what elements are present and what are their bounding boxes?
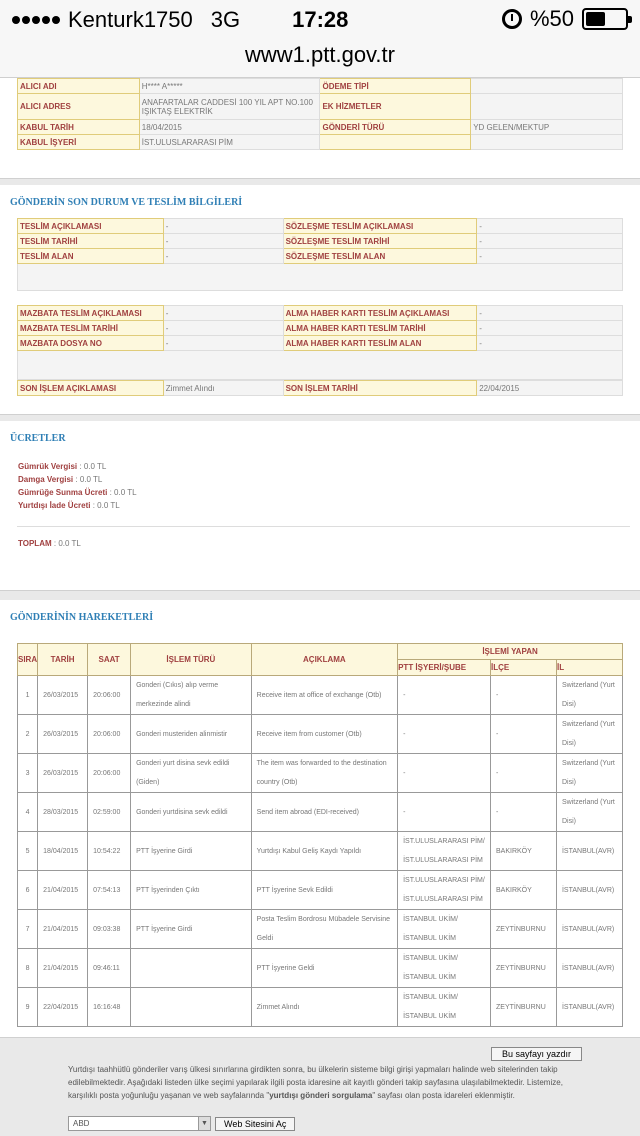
row-description: The item was forwarded to the destination country (Otb) [251, 754, 397, 793]
info-row [18, 234, 623, 249]
row-number: 1 [18, 676, 38, 715]
field-label [320, 135, 471, 150]
fee-value: : 0.0 TL [75, 475, 103, 484]
row-number: 4 [18, 793, 38, 832]
row-date: 21/04/2015 [38, 910, 88, 949]
row-city: Switzerland (Yurt Disi) [556, 715, 622, 754]
row-time: 16:16:48 [88, 988, 131, 1027]
info-row [18, 249, 623, 264]
footer [0, 1038, 640, 1136]
field-label: MAZBATA TESLİM AÇIKLAMASI [18, 306, 164, 321]
field-value [471, 94, 623, 120]
battery-icon [582, 8, 628, 30]
field-label: MAZBATA DOSYA NO [18, 336, 164, 351]
table-row [18, 754, 623, 793]
row-city: İSTANBUL(AVR) [556, 988, 622, 1027]
row-office: İSTANBUL UKİM/ İSTANBUL UKİM [398, 949, 491, 988]
table-row [18, 676, 623, 715]
row-district: - [491, 715, 557, 754]
table-row [18, 871, 623, 910]
row-office: İSTANBUL UKİM/ İSTANBUL UKİM [398, 910, 491, 949]
row-description: Posta Teslim Bordrosu Mübadele Servisine Geldi [251, 910, 397, 949]
field-label: SÖZLEŞME TESLİM ALAN [283, 249, 477, 264]
field-label: TESLİM TARİHİ [18, 234, 164, 249]
row-city: İSTANBUL(AVR) [556, 949, 622, 988]
carrier-name: Kenturk1750 [68, 7, 193, 32]
field-value: YD GELEN/MEKTUP [471, 120, 623, 135]
row-date: 18/04/2015 [38, 832, 88, 871]
row-district: ZEYTİNBURNU [491, 988, 557, 1027]
field-value: - [163, 249, 283, 264]
col-ilce: İLÇE [491, 660, 557, 676]
row-time: 20:06:00 [88, 715, 131, 754]
row-time: 20:06:00 [88, 754, 131, 793]
receiver-panel [0, 78, 640, 179]
delivery-table [17, 218, 623, 264]
table-row [18, 949, 623, 988]
row-date: 22/04/2015 [38, 988, 88, 1027]
table-row [18, 910, 623, 949]
network-type: 3G [210, 7, 241, 32]
field-value: ANAFARTALAR CADDESİ 100 YIL APT NO.100 IŞIKTAŞ ELEKTRİK [139, 94, 320, 120]
row-date: 26/03/2015 [38, 715, 88, 754]
info-row [18, 94, 623, 120]
fee-item [0, 460, 640, 473]
field-value: Zimmet Alındı [163, 381, 283, 396]
spacer-row [17, 351, 623, 380]
col-yapan: İŞLEMİ YAPAN [398, 644, 623, 660]
field-value: - [163, 234, 283, 249]
col-aciklama: AÇIKLAMA [251, 644, 397, 676]
print-button[interactable]: Bu sayfayı yazdır [491, 1047, 582, 1061]
field-label: KABUL TARİH [18, 120, 140, 135]
field-label: SÖZLEŞME TESLİM TARİHİ [283, 234, 477, 249]
info-row [18, 219, 623, 234]
row-time: 20:06:00 [88, 676, 131, 715]
field-label: GÖNDERİ TÜRÜ [320, 120, 471, 135]
row-date: 21/04/2015 [38, 949, 88, 988]
field-label: ALICI ADI [18, 79, 140, 94]
field-value: - [163, 321, 283, 336]
col-sira: SIRA [18, 644, 38, 676]
alarm-icon [502, 9, 522, 29]
field-value: - [477, 336, 623, 351]
row-time: 07:54:13 [88, 871, 131, 910]
fee-label: Damga Vergisi [18, 475, 74, 484]
field-value [471, 79, 623, 94]
field-value: H**** A***** [139, 79, 320, 94]
row-number: 3 [18, 754, 38, 793]
row-office: - [398, 676, 491, 715]
row-description: Receive item from customer (Otb) [251, 715, 397, 754]
spacer-row [17, 264, 623, 291]
row-office: - [398, 754, 491, 793]
field-label: EK HİZMETLER [320, 94, 471, 120]
row-district: BAKIRKÖY [491, 832, 557, 871]
fee-value: : 0.0 TL [92, 501, 120, 510]
fee-label: Gümrüğe Sunma Ücreti [18, 488, 108, 497]
delivery-title: GÖNDERİN SON DURUM VE TESLİM BİLGİLERİ [10, 197, 243, 208]
delivery-panel [0, 185, 640, 415]
table-row [18, 988, 623, 1027]
row-number: 2 [18, 715, 38, 754]
field-value: - [163, 336, 283, 351]
row-operation: PTT İşyerine Girdi [131, 910, 252, 949]
field-label: KABUL İŞYERİ [18, 135, 140, 150]
fees-title: ÜCRETLER [10, 433, 66, 444]
table-row [18, 793, 623, 832]
movements-panel [0, 600, 640, 1038]
signal-icon [12, 16, 60, 24]
row-operation: Gonderi yurtdisina sevk edildi [131, 793, 252, 832]
row-number: 5 [18, 832, 38, 871]
row-number: 9 [18, 988, 38, 1027]
info-row [18, 79, 623, 94]
chevron-down-icon[interactable]: ▼ [198, 1117, 210, 1130]
notes-bold[interactable]: yurtdışı gönderi sorgulama [269, 1091, 373, 1100]
col-saat: SAAT [88, 644, 131, 676]
row-district: - [491, 676, 557, 715]
fee-value: : 0.0 TL [109, 488, 137, 497]
fee-total [0, 537, 640, 550]
fee-total-label: TOPLAM [18, 539, 52, 548]
row-district: ZEYTİNBURNU [491, 910, 557, 949]
row-date: 21/04/2015 [38, 871, 88, 910]
field-value: - [163, 219, 283, 234]
row-city: İSTANBUL(AVR) [556, 832, 622, 871]
table-row [18, 715, 623, 754]
row-number: 7 [18, 910, 38, 949]
clock: 17:28 [292, 7, 349, 32]
fee-label: Gümrük Vergisi [18, 462, 78, 471]
row-city: İSTANBUL(AVR) [556, 910, 622, 949]
last-operation-table [17, 380, 623, 396]
col-islem: İŞLEM TÜRÜ [131, 644, 252, 676]
col-il: İL [556, 660, 622, 676]
row-district: - [491, 754, 557, 793]
fee-item [0, 473, 640, 486]
fees-panel [0, 421, 640, 591]
col-tarih: TARİH [38, 644, 88, 676]
row-office: - [398, 715, 491, 754]
row-office: İST.ULUSLARARASI PİM/ İST.ULUSLARARASI PİM [398, 871, 491, 910]
battery-percent: %50 [529, 6, 574, 31]
field-value: 18/04/2015 [139, 120, 320, 135]
row-description: Send item abroad (EDI-received) [251, 793, 397, 832]
info-row [18, 135, 623, 150]
country-select[interactable] [68, 1116, 211, 1131]
field-label: ALICI ADRES [18, 94, 140, 120]
notes-part1: Yurtdışı taahhütlü gönderiler varış ülkesi sınırlarına girdikten sonra, bu ülkelerin sisteme bilgi girişi yapmaları halinde web sitelerinden takip edilebilmektedir. Aşağıdaki listeden ülke seçimi yapılarak ilgili posta idaresine ait kayıtlı gönderi takip sayfasına ulaşılabilmektedir. Listemize, karşılıklı posta yoğunluğu yaşanan ve web sayfalarında " [68, 1065, 563, 1100]
row-description: Yurtdışı Kabul Geliş Kaydı Yapıldı [251, 832, 397, 871]
field-value [471, 135, 623, 150]
info-row [18, 336, 623, 351]
row-operation: Gonderi musteriden alinmistir [131, 715, 252, 754]
field-label: ALMA HABER KARTI TESLİM ALAN [283, 336, 477, 351]
row-district: - [491, 793, 557, 832]
row-time: 09:03:38 [88, 910, 131, 949]
field-value: - [477, 249, 623, 264]
row-number: 6 [18, 871, 38, 910]
field-label: SON İŞLEM TARİHİ [283, 381, 477, 396]
notes-text [0, 1063, 640, 1102]
field-label: ALMA HABER KARTI TESLİM AÇIKLAMASI [283, 306, 477, 321]
field-value: 22/04/2015 [477, 381, 623, 396]
row-operation: Gonderi (Cıkıs) alıp verme merkezinde alindi [131, 676, 252, 715]
row-operation: PTT İşyerinden Çıktı [131, 871, 252, 910]
fee-total-value: : 0.0 TL [53, 539, 81, 548]
row-office: - [398, 793, 491, 832]
fee-item [0, 499, 640, 512]
row-time: 10:54:22 [88, 832, 131, 871]
field-label: SÖZLEŞME TESLİM AÇIKLAMASI [283, 219, 477, 234]
fee-list [0, 460, 640, 512]
row-district: ZEYTİNBURNU [491, 949, 557, 988]
row-description: Zimmet Alındı [251, 988, 397, 1027]
row-description: PTT İşyerine Sevk Edildi [251, 871, 397, 910]
field-value: - [477, 306, 623, 321]
col-ptt: PTT İŞYERİ/ŞUBE [398, 660, 491, 676]
field-label: TESLİM AÇIKLAMASI [18, 219, 164, 234]
movements-table [17, 643, 623, 1027]
row-description: Receive item at office of exchange (Otb) [251, 676, 397, 715]
field-label: ÖDEME TİPİ [320, 79, 471, 94]
row-city: Switzerland (Yurt Disi) [556, 676, 622, 715]
row-description: PTT İşyerine Geldi [251, 949, 397, 988]
field-value: - [477, 219, 623, 234]
fee-item [0, 486, 640, 499]
row-time: 02:59:00 [88, 793, 131, 832]
field-value: İST.ULUSLARARASI PİM [139, 135, 320, 150]
row-number: 8 [18, 949, 38, 988]
row-district: BAKIRKÖY [491, 871, 557, 910]
field-value: - [163, 306, 283, 321]
info-row [18, 120, 623, 135]
table-row [18, 832, 623, 871]
fee-label: Yurtdışı İade Ücreti [18, 501, 91, 510]
url-bar[interactable]: www1.ptt.gov.tr [0, 40, 640, 78]
open-website-button[interactable]: Web Sitesini Aç [215, 1117, 295, 1131]
row-operation [131, 949, 252, 988]
row-operation [131, 988, 252, 1027]
info-row [18, 321, 623, 336]
row-city: Switzerland (Yurt Disi) [556, 754, 622, 793]
field-label: SON İŞLEM AÇIKLAMASI [18, 381, 164, 396]
field-value: - [477, 321, 623, 336]
movements-title: GÖNDERİNİN HAREKETLERİ [10, 612, 154, 623]
notes-part2: " sayfası olan posta idareleri eklenmiştir. [372, 1091, 515, 1100]
row-date: 26/03/2015 [38, 754, 88, 793]
page-content [0, 78, 640, 1136]
status-bar [0, 0, 640, 40]
country-select-value: ABD [73, 1118, 90, 1128]
field-label: MAZBATA TESLİM TARİHİ [18, 321, 164, 336]
fee-value: : 0.0 TL [79, 462, 107, 471]
row-operation: PTT İşyerine Girdi [131, 832, 252, 871]
field-label: ALMA HABER KARTI TESLİM TARİHİ [283, 321, 477, 336]
row-time: 09:46:11 [88, 949, 131, 988]
row-city: İSTANBUL(AVR) [556, 871, 622, 910]
row-office: İSTANBUL UKİM/ İSTANBUL UKİM [398, 988, 491, 1027]
info-row [18, 381, 623, 396]
row-date: 26/03/2015 [38, 676, 88, 715]
row-operation: Gonderi yurt disina sevk edildi (Giden) [131, 754, 252, 793]
field-value: - [477, 234, 623, 249]
row-office: İST.ULUSLARARASI PİM/ İST.ULUSLARARASI PİM [398, 832, 491, 871]
row-date: 28/03/2015 [38, 793, 88, 832]
row-city: Switzerland (Yurt Disi) [556, 793, 622, 832]
info-row [18, 306, 623, 321]
mazbata-table [17, 305, 623, 351]
field-label: TESLİM ALAN [18, 249, 164, 264]
receiver-table [17, 78, 623, 150]
